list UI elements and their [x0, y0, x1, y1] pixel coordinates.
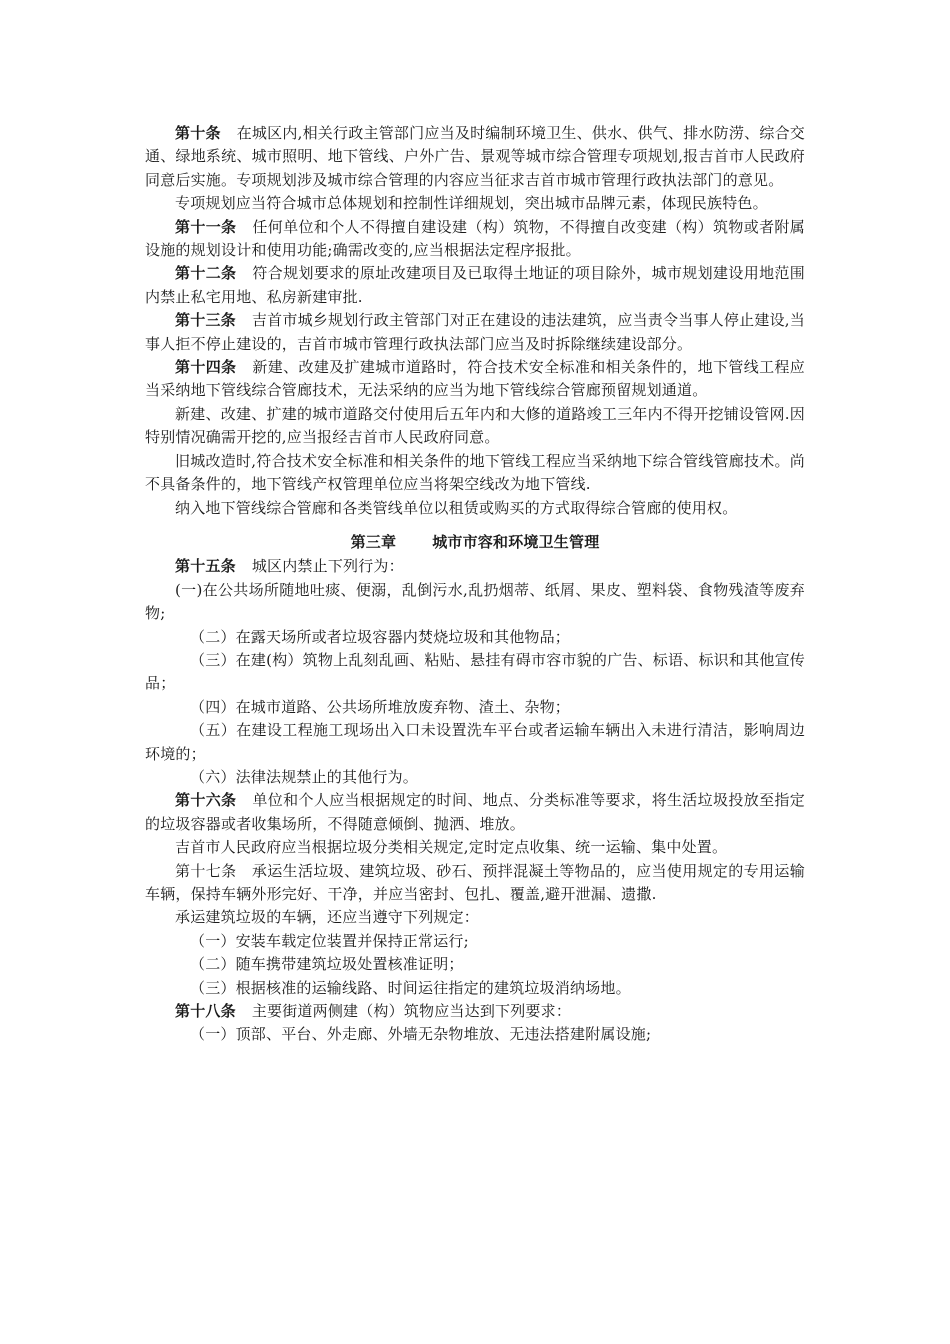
paragraph-article-16 [145, 789, 805, 836]
article-label: 第十二条 [175, 264, 237, 283]
article-label: 第十三条 [175, 311, 236, 330]
paragraph-text: （一）安装车载定位装置并保持正常运行; [190, 931, 469, 950]
paragraph-text: 任何单位和个人不得擅自建设建（构）筑物，不得擅自改变建（构）筑物或者附属设施的规划设计和使用功能;确需改变的,应当根据法定程序报批。 [145, 217, 805, 260]
paragraph-article-18 [145, 1000, 805, 1023]
paragraph-article-13 [145, 309, 805, 356]
paragraph-text: 纳入地下管线综合管廊和各类管线单位以租赁或购买的方式取得综合管廊的使用权。 [175, 498, 738, 517]
list-item [145, 649, 805, 696]
list-item [145, 579, 805, 626]
article-label: 第十六条 [175, 791, 237, 810]
paragraph-text: 符合规划要求的原址改建项目及已取得土地证的项目除外，城市规划建设用地范围内禁止私宅用地、私房新建审批. [145, 264, 805, 306]
paragraph [145, 192, 805, 215]
article-label: 第十五条 [175, 557, 236, 576]
paragraph-article-15 [145, 555, 805, 578]
paragraph-text: （三）根据核准的运输线路、时间运往指定的建筑垃圾消纳场地。 [190, 978, 631, 997]
list-item [145, 1023, 805, 1046]
paragraph-text: 新建、改建及扩建城市道路时，符合技术安全标准和相关条件的，地下管线工程应当采纳地下管线综合管廊技术，无法采纳的应当为地下管线综合管廊预留规划通道。 [145, 358, 805, 400]
paragraph-article-10 [145, 122, 805, 192]
paragraph-text: （六）法律法规禁止的其他行为。 [190, 767, 419, 786]
list-item [145, 766, 805, 789]
list-item [145, 977, 805, 1000]
paragraph-text: （二）随车携带建筑垃圾处置核准证明； [190, 955, 464, 974]
article-label: 第十条 [175, 124, 221, 142]
paragraph-text: （四）在城市道路、公共场所堆放废弃物、渣土、杂物； [190, 697, 571, 716]
chapter-number: 第三章 [350, 532, 397, 551]
paragraph-text: （五）在建设工程施工现场出入口未设置洗车平台或者运输车辆出入未进行清洁，影响周边环境的； [145, 721, 805, 763]
paragraph-article-14 [145, 356, 805, 403]
list-item [145, 719, 805, 766]
paragraph [145, 836, 805, 859]
chapter-heading [145, 531, 805, 554]
paragraph-text: 吉首市人民政府应当根据垃圾分类相关规定,定时定点收集、统一运输、集中处置。 [175, 838, 728, 857]
paragraph-text: （二）在露天场所或者垃圾容器内焚烧垃圾和其他物品； [190, 627, 571, 646]
paragraph-article-12 [145, 262, 805, 309]
paragraph [145, 906, 805, 929]
list-item [145, 953, 805, 976]
paragraph [145, 403, 805, 450]
paragraph-text: 承运建筑垃圾的车辆，还应当遵守下列规定： [175, 908, 480, 927]
chapter-title: 城市市容和环境卫生管理 [432, 532, 600, 551]
paragraph-text: (一)在公共场所随地吐痰、便溺，乱倒污水,乱扔烟蒂、纸屑、果皮、塑料袋、食物残渣等废弃物; [145, 580, 805, 623]
paragraph-text: 旧城改造时,符合技术安全标准和相关条件的地下管线工程应当采纳地下综合管线管廊技术。尚不具备条件的，地下管线产权管理单位应当将架空线改为地下管线. [145, 451, 805, 494]
list-item [145, 626, 805, 649]
paragraph [145, 450, 805, 497]
paragraph [145, 497, 805, 520]
document-body [145, 122, 805, 1047]
paragraph-text: 城区内禁止下列行为： [251, 557, 404, 576]
paragraph-text: 在城区内,相关行政主管部门应当及时编制环境卫生、供水、供气、排水防涝、综合交通、绿地系统、城市照明、地下管线、户外广告、景观等城市综合管理专项规划,报吉首市人民政府同意后实施。专项规划涉及城市综合管理的内容应当征求吉首市城市管理行政执法部门的意见。 [145, 124, 805, 189]
paragraph-text: 第十七条 承运生活垃圾、建筑垃圾、砂石、预拌混凝土等物品的，应当使用规定的专用运输车辆，保持车辆外形完好、干净，并应当密封、包扎、覆盖,避开泄漏、遗撒. [145, 861, 805, 903]
article-label: 第十八条 [175, 1002, 236, 1021]
paragraph-text: 新建、改建、扩建的城市道路交付使用后五年内和大修的道路竣工三年内不得开挖铺设管网.因特别情况确需开挖的,应当报经吉首市人民政府同意。 [145, 404, 805, 447]
article-label: 第十一条 [175, 217, 237, 236]
list-item [145, 696, 805, 719]
paragraph-text: 主要街道两侧建（构）筑物应当达到下列要求： [251, 1002, 572, 1021]
paragraph-article-11 [145, 216, 805, 263]
paragraph-text: 单位和个人应当根据规定的时间、地点、分类标准等要求，将生活垃圾投放至指定的垃圾容器或者收集场所，不得随意倾倒、抛洒、堆放。 [145, 791, 805, 833]
article-label: 第十四条 [175, 358, 237, 377]
list-item [145, 930, 805, 953]
paragraph-text: 专项规划应当符合城市总体规划和控制性详细规划，突出城市品牌元素，体现民族特色。 [175, 194, 768, 213]
paragraph-text: 吉首市城乡规划行政主管部门对正在建设的违法建筑，应当责令当事人停止建设,当事人拒不停止建设的，吉首市城市管理行政执法部门应当及时拆除继续建设部分。 [145, 311, 805, 353]
paragraph-article-17 [145, 860, 805, 907]
paragraph-text: （三）在建(构）筑物上乱刻乱画、粘贴、悬挂有碍市容市貌的广告、标语、标识和其他宣传品； [145, 650, 805, 693]
paragraph-text: （一）顶部、平台、外走廊、外墙无杂物堆放、无违法搭建附属设施; [190, 1025, 652, 1044]
